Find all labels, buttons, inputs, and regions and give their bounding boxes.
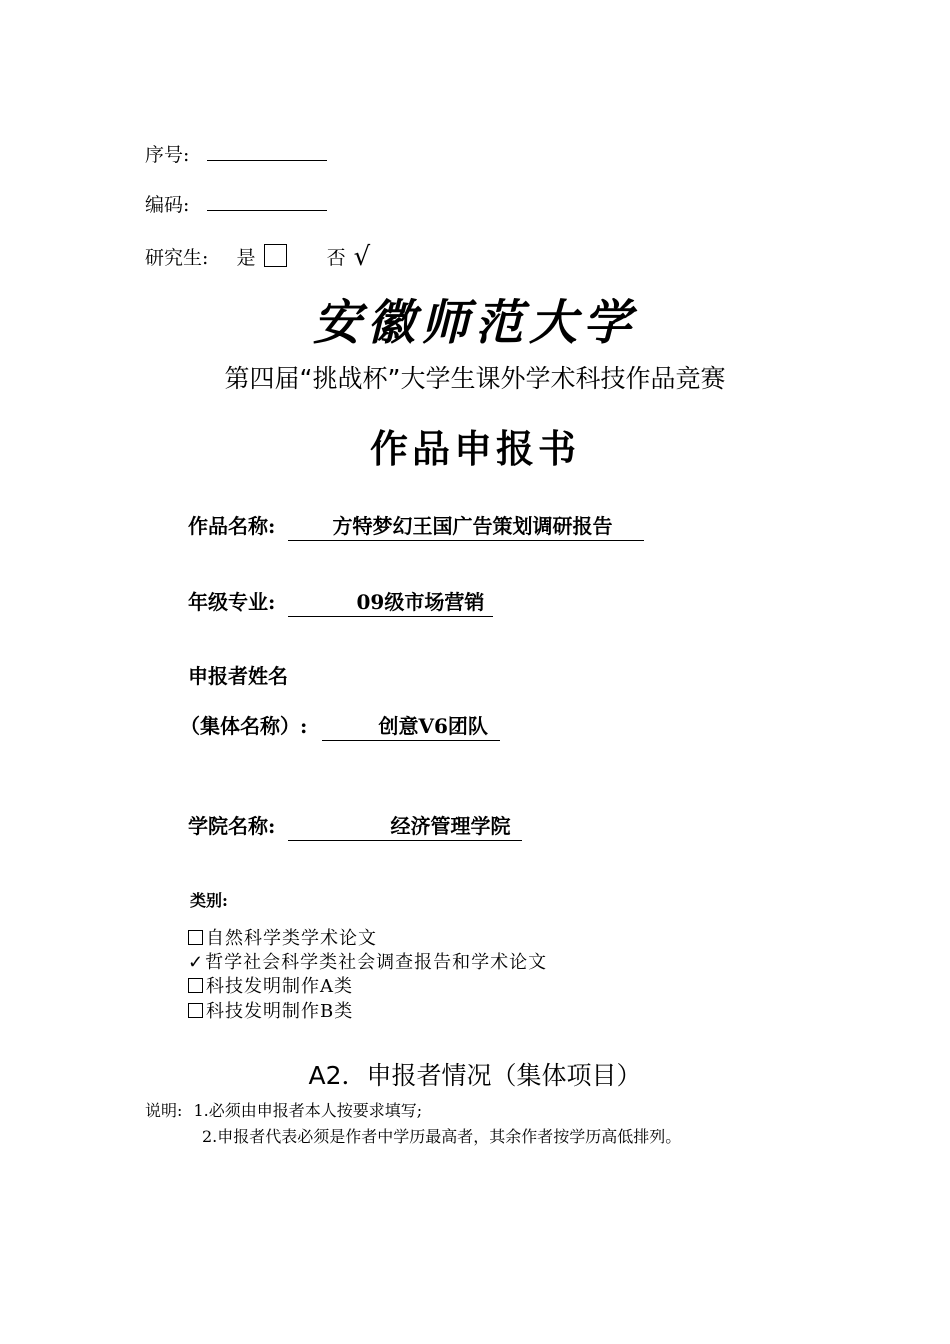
grad-yes-checkbox[interactable] [264, 244, 287, 267]
applicant-row [180, 710, 500, 741]
college-label: 学院名称: [188, 814, 276, 838]
check-icon[interactable]: ✓ [188, 952, 205, 973]
applicant-value[interactable]: 创意V6团队 [322, 710, 500, 741]
grad-row [145, 242, 370, 272]
serial-label: 序号: [145, 144, 190, 166]
category-item[interactable] [188, 948, 547, 974]
college-value[interactable]: 经济管理学院 [288, 810, 522, 841]
note-item-1: 1.必须由申报者本人按要求填写; [193, 1101, 423, 1120]
category-checkbox[interactable] [188, 1003, 203, 1018]
category-item-label: 科技发明制作A类 [206, 976, 353, 997]
category-item-label: 哲学社会科学类社会调查报告和学术论文 [205, 952, 548, 973]
grade-label: 年级专业: [188, 590, 276, 614]
code-field[interactable] [207, 192, 327, 211]
serial-field[interactable] [207, 142, 327, 161]
document-title: 作品申报书 [369, 427, 580, 471]
college-row [188, 810, 522, 841]
grad-no-check-icon[interactable]: √ [353, 242, 371, 272]
category-item[interactable] [188, 997, 353, 1023]
grade-value[interactable]: 09级市场营销 [288, 586, 493, 617]
category-checkbox[interactable] [188, 930, 203, 945]
note-label: 说明: [145, 1101, 183, 1120]
note-item-2: 2.申报者代表必须是作者中学历最高者，其余作者按学历高低排列。 [202, 1127, 682, 1146]
work-name-value[interactable]: 方特梦幻王国广告策划调研报告 [288, 510, 644, 541]
grad-label: 研究生: [145, 247, 209, 269]
contest-title: 第四届“挑战杯”大学生课外学术科技作品竞赛 [224, 364, 726, 393]
work-name-row [188, 510, 644, 541]
code-row [145, 190, 327, 217]
category-item[interactable] [188, 972, 353, 998]
category-item[interactable] [188, 924, 377, 950]
grad-no-label: 否 [326, 247, 346, 269]
applicant-label: 申报者姓名 [188, 664, 288, 688]
code-label: 编码: [145, 194, 190, 216]
category-label: 类别: [190, 891, 228, 910]
note-row-1 [145, 1098, 422, 1121]
work-name-label: 作品名称: [188, 514, 276, 538]
university-logo-text: 安徽师范大学 [312, 295, 637, 351]
section-heading: A2．申报者情况（集体项目） [308, 1061, 642, 1090]
grade-row [188, 586, 493, 617]
serial-row [145, 140, 327, 167]
grad-yes-label: 是 [236, 247, 256, 269]
category-item-label: 科技发明制作B类 [206, 1001, 354, 1022]
applicant-group-label: （集体名称）: [180, 714, 308, 738]
category-item-label: 自然科学类学术论文 [206, 928, 377, 949]
category-checkbox[interactable] [188, 978, 203, 993]
